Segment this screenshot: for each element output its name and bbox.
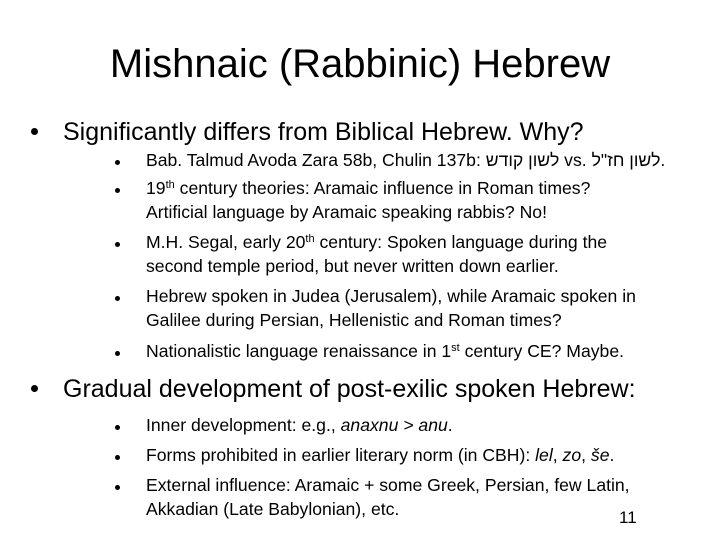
list-item-continuation: second temple period, but never written down earlier. [146, 256, 559, 276]
item-text: M.H. Segal, early 20 [146, 232, 306, 252]
bullet-icon [115, 242, 120, 247]
bullet-icon [115, 455, 120, 460]
bullet-icon [31, 128, 38, 135]
item-text: Forms prohibited in earlier literary norm (in CBH): [146, 445, 536, 465]
item-text: , [581, 445, 591, 465]
item-text: , [552, 445, 563, 465]
item-text: century CE? Maybe. [459, 341, 624, 361]
bullet-icon [115, 296, 120, 301]
list-item-continuation: Galilee during Persian, Hellenistic and Roman times? [146, 310, 562, 330]
list-item: Hebrew spoken in Judea (Jerusalem), while Aramaic spoken in [146, 286, 636, 306]
italic-term: lel [535, 445, 553, 465]
item-text: . [660, 150, 666, 170]
bullet-icon [115, 485, 120, 490]
list-item-continuation: Artificial language by Aramaic speaking rabbis? No! [146, 202, 547, 222]
section-heading: Gradual development of post-exilic spoken Hebrew: [63, 375, 636, 403]
hebrew-term: לשון קודש [485, 150, 560, 170]
list-item [146, 443, 614, 467]
hebrew-term: לשון חז"ל [591, 150, 661, 170]
bullet-icon [115, 351, 120, 356]
item-text: 19 [146, 178, 166, 198]
italic-term: zo [562, 445, 582, 465]
italic-term: še [590, 445, 610, 465]
item-text: century: Spoken language during the [314, 232, 608, 252]
slide-title: Mishnaic (Rabbinic) Hebrew [109, 42, 611, 86]
bullet-icon [31, 385, 38, 392]
list-item [146, 176, 590, 200]
item-text: century theories: Aramaic influence in Roman times? [174, 178, 591, 198]
item-text: vs. [559, 150, 592, 170]
bullet-icon [115, 425, 120, 430]
italic-term: anaxnu > anu [340, 415, 448, 435]
section-heading: Significantly differs from Biblical Hebrew. Why? [63, 118, 584, 146]
item-text: Nationalistic language renaissance in 1 [146, 341, 452, 361]
superscript: th [165, 179, 175, 191]
page-number: 11 [619, 508, 637, 527]
bullet-icon [115, 160, 120, 165]
superscript: st [451, 342, 460, 354]
superscript: th [305, 233, 315, 245]
list-item-continuation: Akkadian (Late Babylonian), etc. [146, 499, 400, 519]
item-text: . [447, 415, 453, 435]
item-text: Bab. Talmud Avoda Zara 58b, Chulin 137b: [146, 150, 486, 170]
list-item [146, 339, 624, 363]
list-item [146, 148, 665, 172]
list-item [146, 230, 607, 254]
item-text: Inner development: e.g., [146, 415, 341, 435]
list-item [146, 413, 453, 437]
list-item: External influence: Aramaic + some Greek, Persian, few Latin, [146, 475, 630, 495]
bullet-icon [115, 188, 120, 193]
item-text: . [609, 445, 615, 465]
